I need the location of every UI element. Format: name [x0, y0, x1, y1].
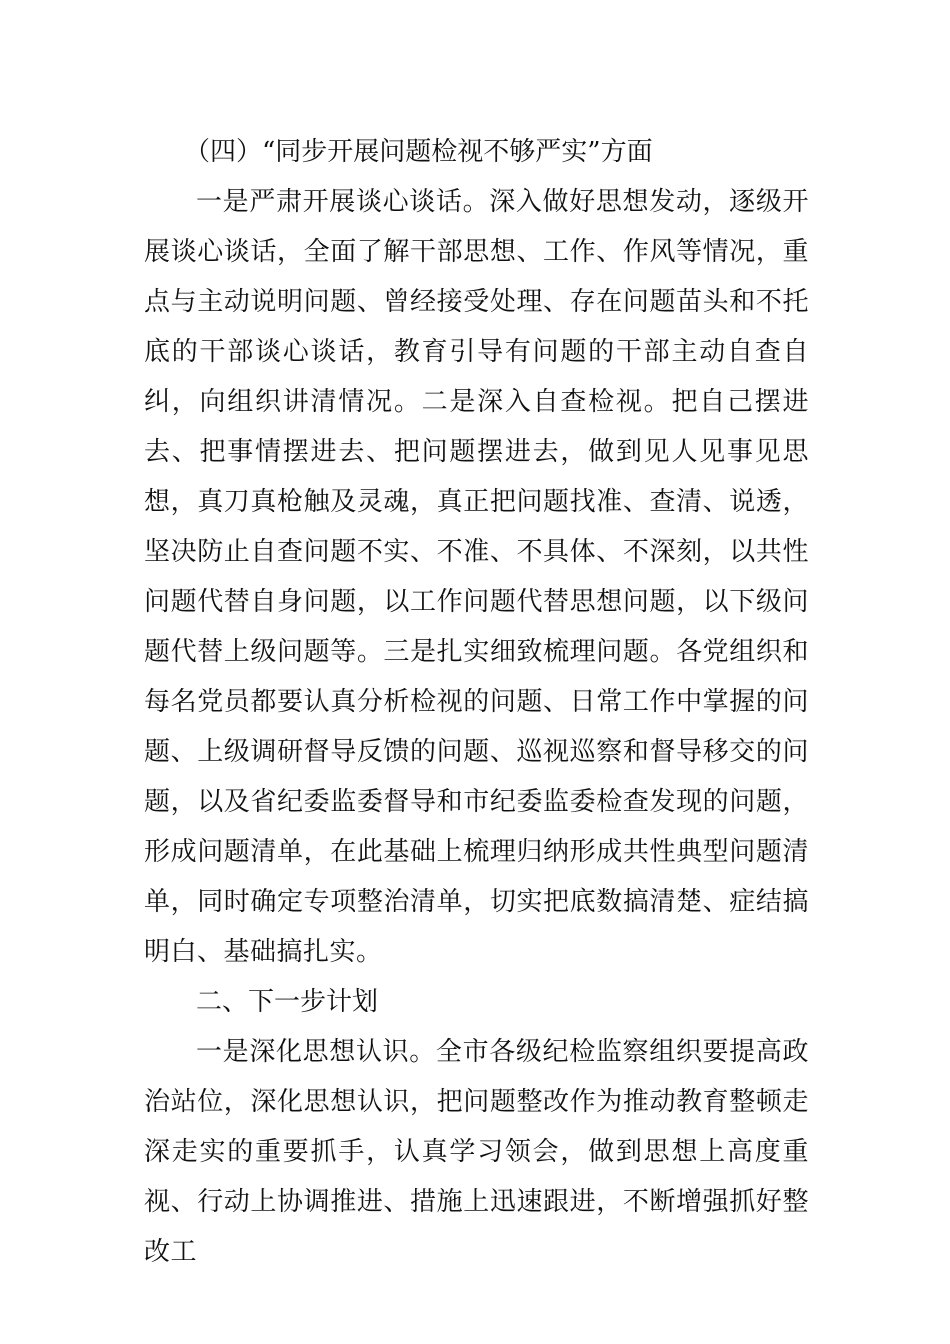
- chapter-heading: 二、下一步计划: [196, 987, 379, 1017]
- paragraph: 一是深化思想认识。全市各级纪检监察组织要提高政治站位，深化思想认识，把问题整改作为推动教育整顿走深走实的重要抓手，认真学习领会，做到思想上高度重视、行动上协调推进、措施上迅速跟进，不断增强抓好整改工: [144, 1037, 809, 1267]
- document-body: [144, 127, 809, 1277]
- paragraph: 一是严肃开展谈心谈话。深入做好思想发动，逐级开展谈心谈话，全面了解干部思想、工作、作风等情况，重点与主动说明问题、曾经接受处理、存在问题苗头和不托底的干部谈心谈话，教育引导有问题的干部主动自查自纠，向组织讲清情况。二是深入自查检视。把自己摆进去、把事情摆进去、把问题摆进去，做到见人见事见思想，真刀真枪触及灵魂，真正把问题找准、查清、说透，坚决防止自查问题不实、不准、不具体、不深刻，以共性问题代替自身问题，以工作问题代替思想问题，以下级问题代替上级问题等。三是扎实细致梳理问题。各党组织和每名党员都要认真分析检视的问题、日常工作中掌握的问题、上级调研督导反馈的问题、巡视巡察和督导移交的问题，以及省纪委监委督导和市纪委监委检查发现的问题，形成问题清单，在此基础上梳理归纳形成共性典型问题清单，同时确定专项整治清单，切实把底数搞清楚、症结搞明白、基础搞扎实。: [144, 187, 809, 967]
- section-heading: （四）“同步开展问题检视不够严实”方面: [184, 137, 653, 167]
